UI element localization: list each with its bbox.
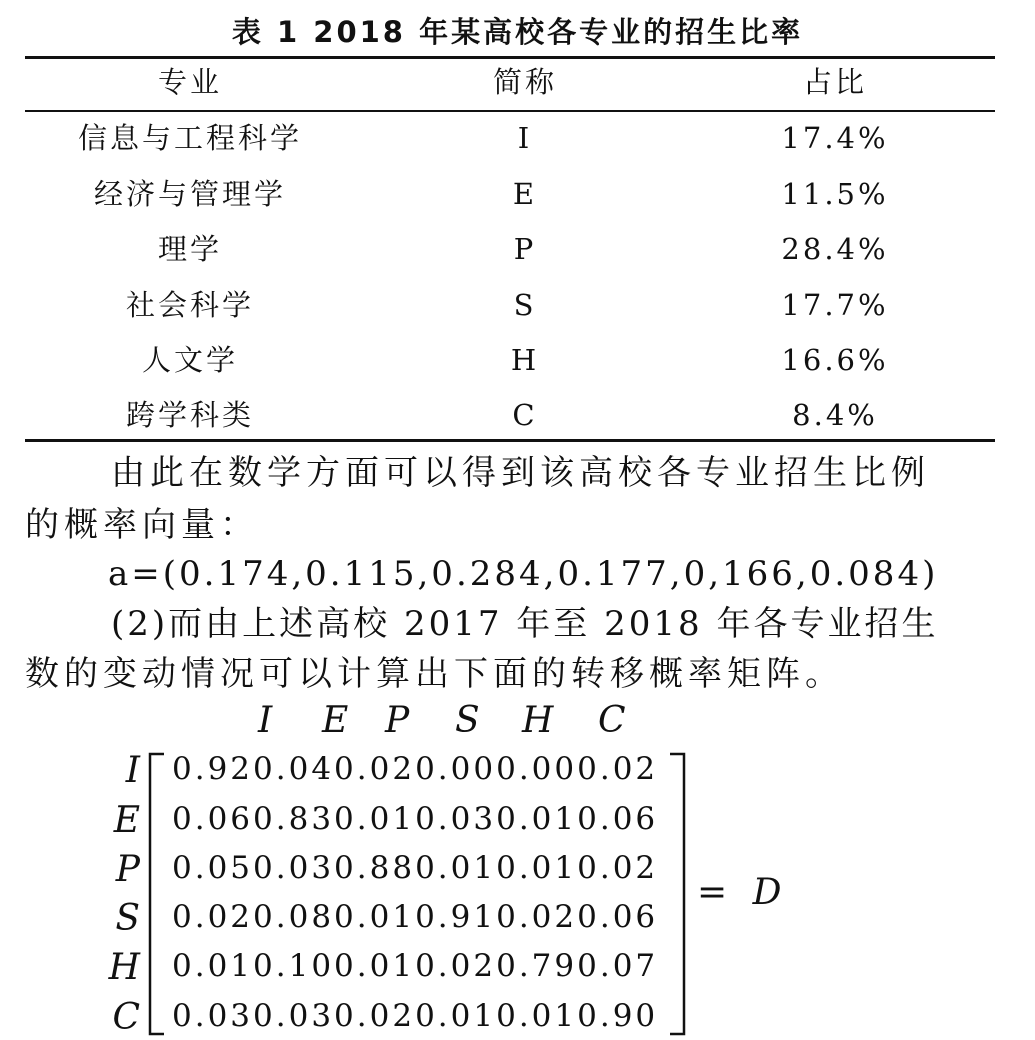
paragraph-1-line-1: 由此在数学方面可以得到该高校各专业招生比例 <box>111 453 930 493</box>
table-caption: 表 1 2018 年某高校各专业的招生比率 <box>231 15 804 49</box>
matrix-row-label: P <box>115 849 140 890</box>
row-major: 理学 <box>157 232 222 266</box>
header-major: 专业 <box>157 65 222 99</box>
table-top-rule <box>25 56 995 59</box>
row-abbr: S <box>513 288 537 322</box>
row-major: 人文学 <box>141 343 238 377</box>
matrix-row: 0.010.100.010.020.790.07 <box>172 948 659 984</box>
row-major: 社会科学 <box>125 288 254 322</box>
matrix-col-label: H <box>522 700 554 741</box>
table-header-rule <box>25 110 995 112</box>
matrix-equation <box>697 872 782 913</box>
header-ratio: 占比 <box>802 65 867 99</box>
row-ratio: 28.4% <box>781 232 889 266</box>
row-ratio: 16.6% <box>781 343 889 377</box>
matrix-symbol-d: D <box>752 872 782 913</box>
matrix-row: 0.020.080.010.910.020.06 <box>172 899 659 935</box>
matrix-row: 0.030.030.020.010.010.90 <box>172 998 659 1034</box>
matrix-row-label: S <box>115 898 140 939</box>
paragraph-2-line-2: 数的变动情况可以计算出下面的转移概率矩阵。 <box>25 654 844 694</box>
row-major: 经济与管理学 <box>93 177 286 211</box>
matrix-row-label: I <box>125 750 140 791</box>
row-major: 信息与工程科学 <box>77 121 302 155</box>
header-abbr: 简称 <box>492 65 557 99</box>
row-ratio: 17.7% <box>781 288 889 322</box>
matrix-col-label: S <box>455 700 480 741</box>
matrix-col-label: P <box>385 700 410 741</box>
probability-vector: a=(0.174,0.115,0.284,0.177,0,166,0.084) <box>108 554 939 594</box>
row-major: 跨学科类 <box>125 398 254 432</box>
row-abbr: P <box>513 232 537 266</box>
row-abbr: I <box>517 121 533 155</box>
row-ratio: 17.4% <box>781 121 889 155</box>
matrix-row: 0.060.830.010.030.010.06 <box>172 801 659 837</box>
table-bottom-rule <box>25 439 995 442</box>
row-ratio: 8.4% <box>792 398 878 432</box>
matrix-row-label: E <box>113 800 140 841</box>
row-abbr: H <box>510 343 540 377</box>
row-ratio: 11.5% <box>781 177 889 211</box>
matrix-col-label: E <box>322 700 349 741</box>
matrix-row-label: H <box>108 947 140 988</box>
paragraph-2-line-1: (2)而由上述高校 2017 年至 2018 年各专业招生 <box>111 604 939 644</box>
matrix-row: 0.050.030.880.010.010.02 <box>172 850 659 886</box>
matrix-col-label: C <box>598 700 626 741</box>
matrix-row-label: C <box>112 997 140 1038</box>
matrix-left-bracket <box>146 752 168 1036</box>
matrix-col-label: I <box>258 700 273 741</box>
matrix-row: 0.920.040.020.000.000.02 <box>172 751 659 787</box>
row-abbr: E <box>512 177 538 211</box>
paragraph-1-line-2: 的概率向量： <box>25 505 259 545</box>
row-abbr: C <box>512 398 538 432</box>
matrix-right-bracket <box>666 752 688 1036</box>
equals-sign: = <box>697 872 728 913</box>
